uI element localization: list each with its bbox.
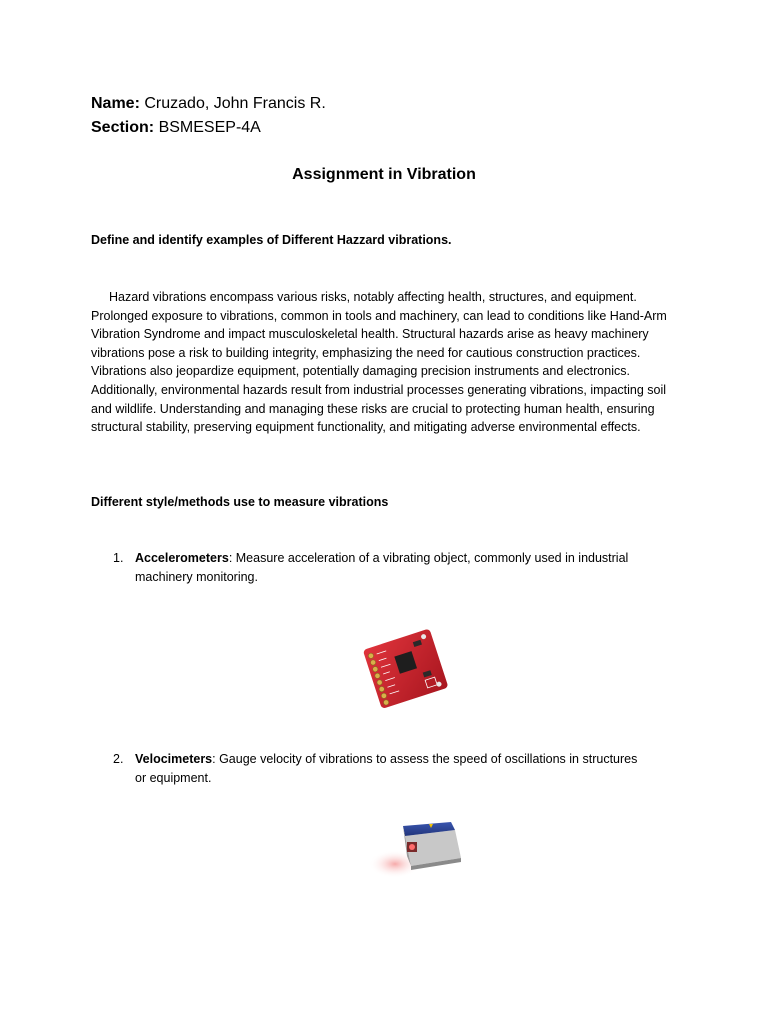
accelerometer-board-image <box>355 618 455 718</box>
list-item-description: : Gauge velocity of vibrations to assess the speed of oscillations in structures or equipment. <box>135 752 638 785</box>
section-line <box>91 118 261 138</box>
accelerometer-board-svg <box>355 618 455 718</box>
list-item <box>91 549 651 589</box>
list-item <box>91 750 651 790</box>
hazard-paragraph: Hazard vibrations encompass various risks, notably affecting health, structures, and equipment. Prolonged exposure to vibrations, common in tools and machinery, can lead to conditions like Hand-Arm Vibration Syndrome and impact musculoskeletal health. Structural hazards arise as heavy machinery vibrations pose a risk to building integrity, emphasizing the need for cautious construction practices. Vibrations also jeopardize equipment, potentially damaging precision instruments and electronics. Additionally, environmental hazards result from industrial processes generating vibrations, impacting soil and wildlife. Understanding and managing these risks are crucial to protecting human health, ensuring structural stability, preserving equipment functionality, and mitigating adverse environmental effects. <box>91 290 667 435</box>
laser-velocimeter-svg <box>355 812 475 884</box>
section-label: Section: <box>91 119 155 136</box>
question-heading: Define and identify examples of Different Hazzard vibrations. <box>91 233 452 247</box>
list-item-number: 1. <box>113 551 124 565</box>
laser-velocimeter-image <box>355 812 475 884</box>
name-value: Cruzado, John Francis R. <box>144 95 326 112</box>
methods-heading: Different style/methods use to measure vibrations <box>91 495 389 509</box>
list-item-body <box>135 549 645 587</box>
list-item-body <box>135 750 645 788</box>
document-title: Assignment in Vibration <box>292 166 476 183</box>
list-item-number: 2. <box>113 752 124 766</box>
list-item-description: : Measure acceleration of a vibrating object, commonly used in industrial machinery monitoring. <box>135 551 629 584</box>
name-label: Name: <box>91 95 140 112</box>
name-line <box>91 94 326 114</box>
list-item-term: Accelerometers <box>135 551 229 565</box>
section-value: BSMESEP-4A <box>158 119 261 136</box>
list-item-term: Velocimeters <box>135 752 213 766</box>
